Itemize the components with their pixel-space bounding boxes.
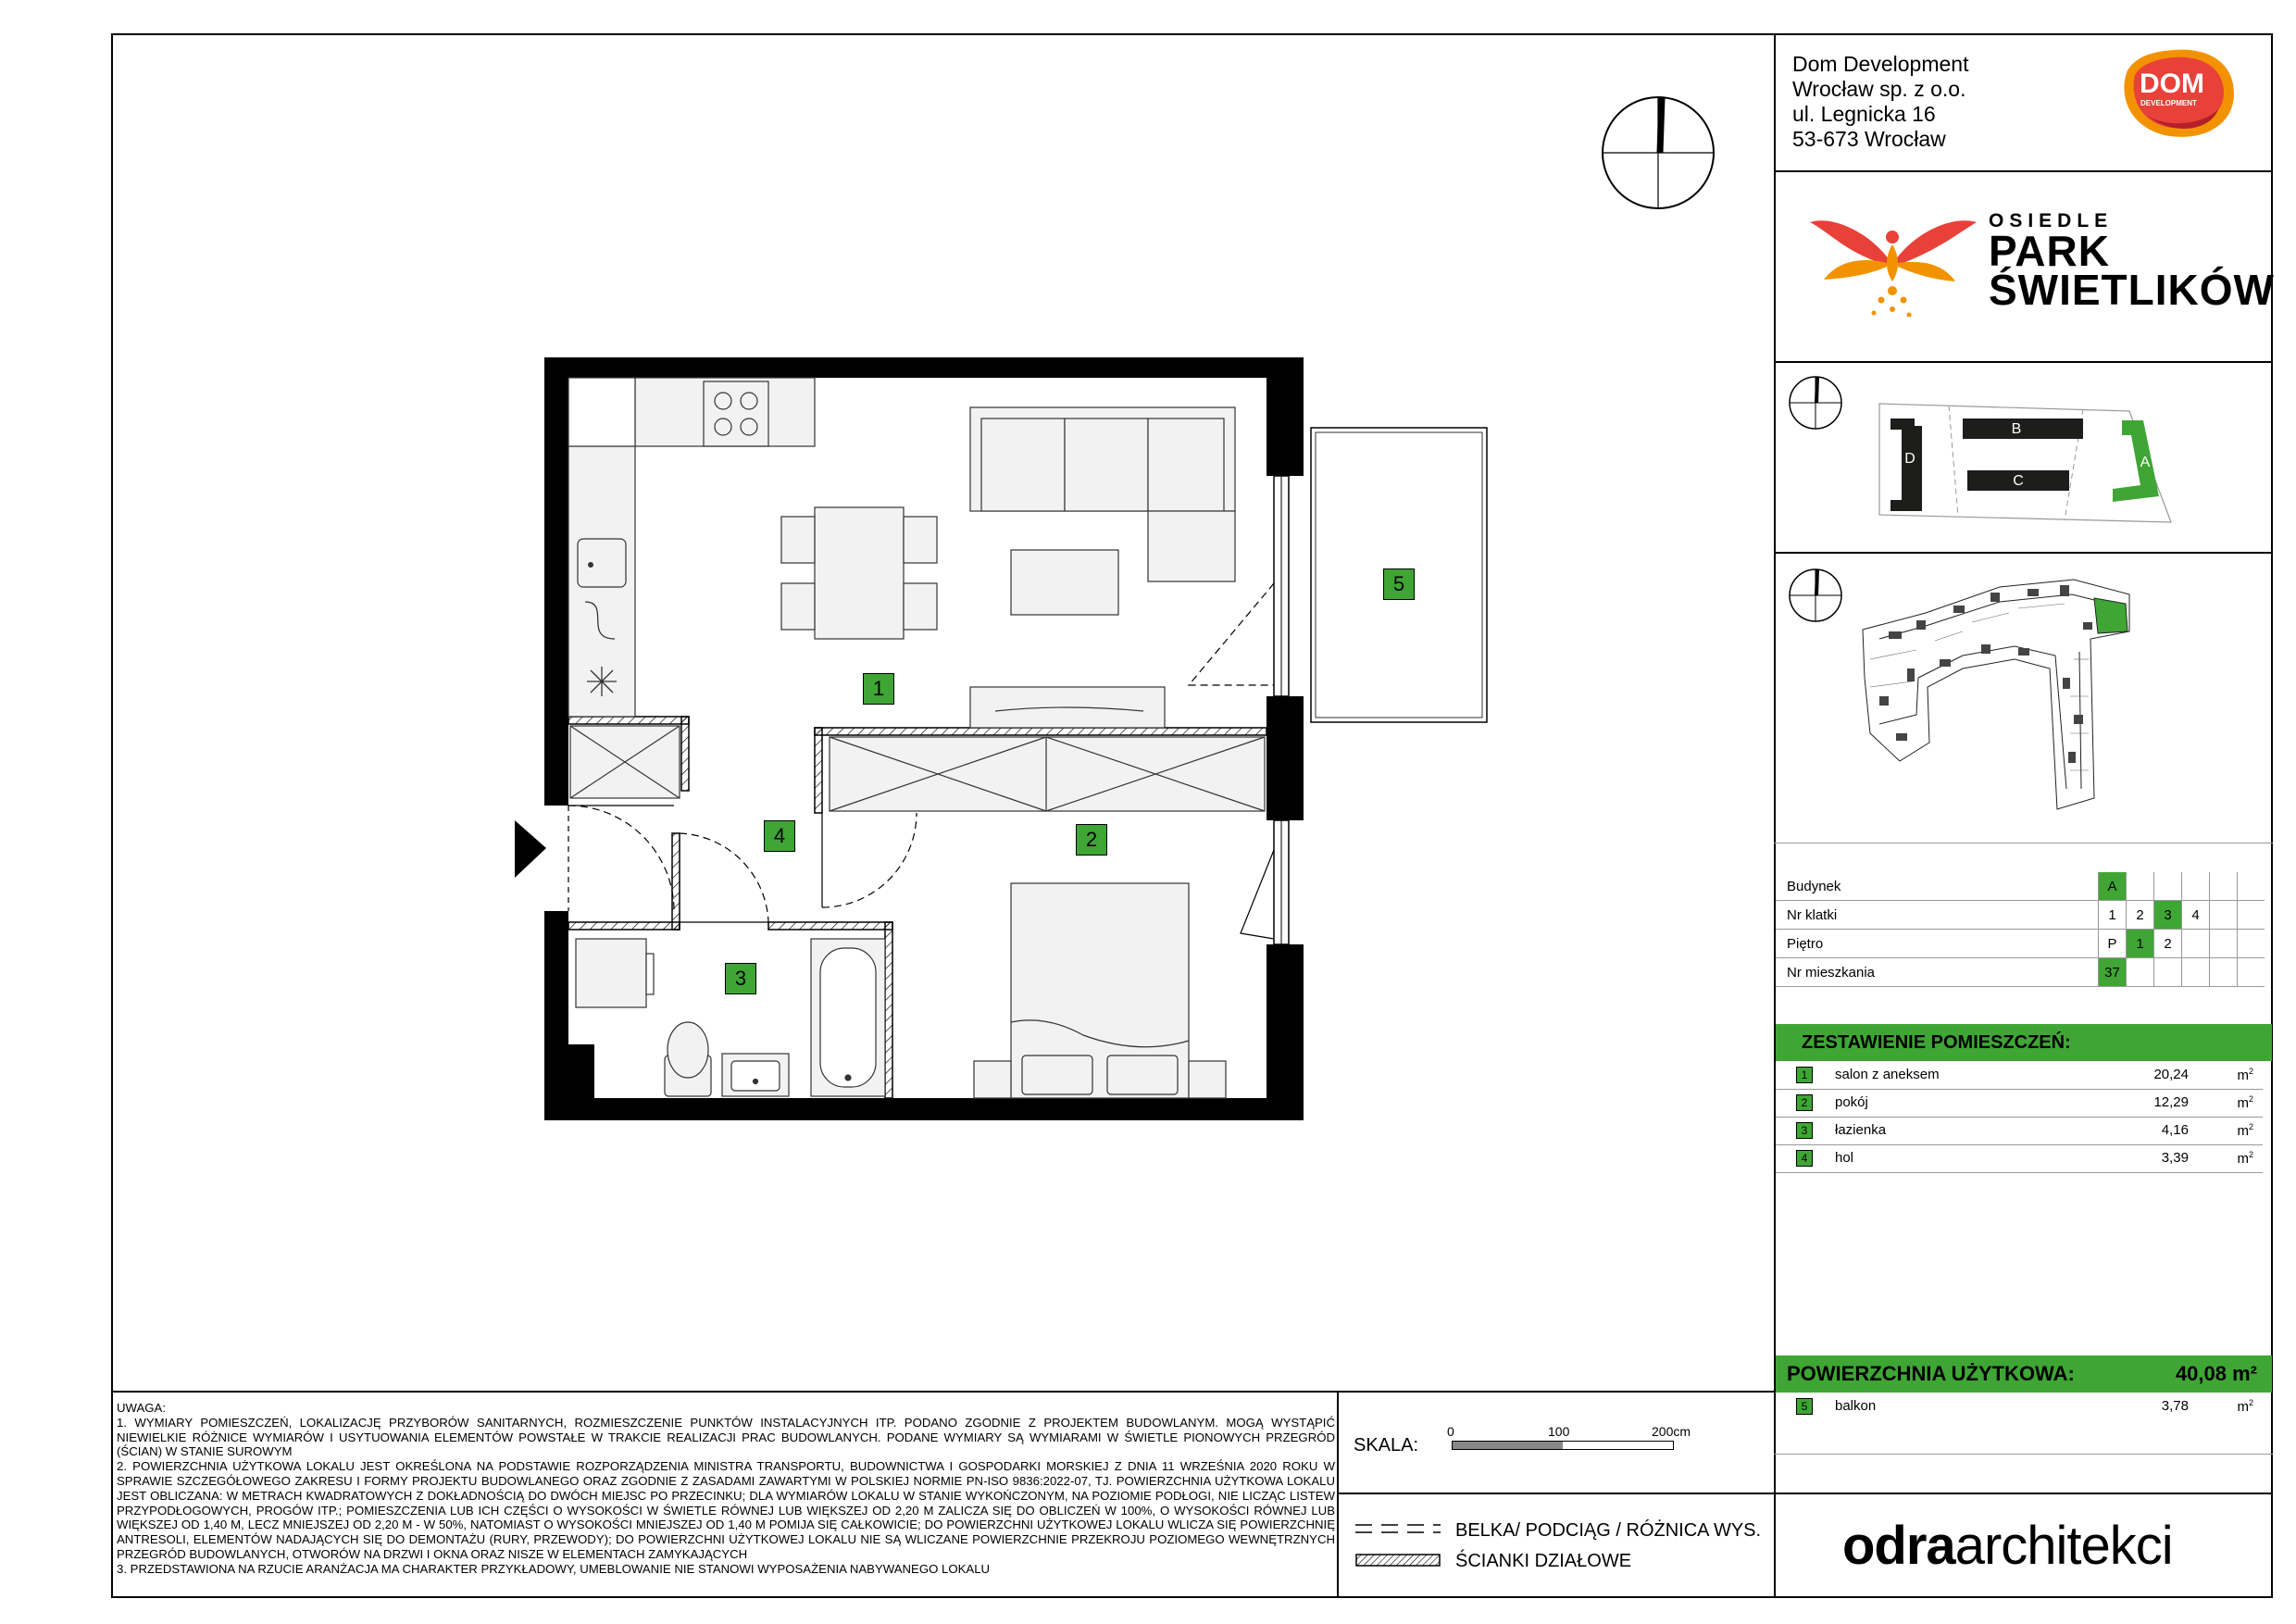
- info-row-stair: [1776, 901, 2265, 930]
- dining-set: [781, 507, 937, 639]
- notes-scale-divider: [1337, 1391, 1339, 1598]
- estate-name-line2: ŚWIETLIKÓW: [1989, 266, 2275, 314]
- total-area-label: POWIERZCHNIA UŻYTKOWA:: [1787, 1362, 2075, 1385]
- scale-bar: [1452, 1441, 1674, 1450]
- site-building-a: A: [2140, 455, 2151, 470]
- room-number: 4: [1796, 1150, 1813, 1167]
- floor-label: Piętro: [1776, 930, 2099, 958]
- balcony-row: [1776, 1393, 2263, 1420]
- scale-tick-100: 100: [1548, 1424, 1570, 1439]
- stair-option-2: 2: [2127, 901, 2154, 930]
- room-area: 12,29: [2153, 1094, 2189, 1110]
- apartment-number: 37: [2099, 958, 2127, 987]
- estate-name: [1989, 210, 2275, 314]
- company-address: [1792, 52, 1968, 152]
- stair-option-1: 1: [2099, 901, 2127, 930]
- north-arrow-icon: [1598, 93, 1718, 213]
- rooms-header: ZESTAWIENIE POMIESZCZEŃ:: [1776, 1024, 2272, 1061]
- site-building-b: B: [2011, 421, 2022, 437]
- plan-label-balcony: 5: [1383, 568, 1415, 600]
- notes: [117, 1401, 1335, 1577]
- notes-title: UWAGA:: [117, 1401, 166, 1415]
- floor-option-p: P: [2099, 930, 2127, 958]
- room-row: [1776, 1089, 2263, 1118]
- kitchen-counter: [568, 378, 815, 717]
- plan-label-hall: 4: [764, 820, 795, 852]
- balcony-unit: $m^2$: [2237, 1398, 2253, 1415]
- company-name: Dom Development: [1792, 52, 1969, 76]
- entrance-arrow-icon: [515, 820, 546, 878]
- estate-name-line1: PARK: [1989, 227, 2110, 275]
- room-area: 20,24: [2153, 1067, 2189, 1082]
- floor-plan: [500, 352, 1509, 1148]
- room-row: [1776, 1061, 2263, 1090]
- sidebar-sep-3: [1774, 552, 2273, 554]
- room-unit: $m^2$: [2237, 1122, 2253, 1139]
- apartment-label: Nr mieszkania: [1776, 958, 2099, 987]
- info-row-floor: [1776, 930, 2265, 958]
- company-city: 53-673 Wrocław: [1792, 127, 1946, 151]
- site-plan-map: [1870, 393, 2176, 531]
- coffee-table: [1011, 550, 1118, 615]
- architect-logo-light: architekci: [1954, 1516, 2173, 1576]
- bedroom-wardrobe: [830, 737, 1265, 811]
- dom-logo-text: DOM: [2140, 69, 2204, 99]
- site-compass-icon: [1787, 374, 1844, 431]
- dom-development-logo: [2109, 43, 2239, 144]
- room-row: [1776, 1144, 2263, 1173]
- partition-legend-icon: [1355, 1554, 1441, 1567]
- room-number: 1: [1796, 1067, 1813, 1083]
- building-option-a: A: [2099, 872, 2127, 901]
- site-building-d: D: [1904, 451, 1915, 467]
- hall-wardrobe: [570, 726, 680, 798]
- plan-label-bathroom: 3: [725, 963, 756, 994]
- estate-prefix: OSIEDLE: [1989, 210, 2114, 231]
- balcony-area: 3,78: [2161, 1398, 2189, 1414]
- stair-label: Nr klatki: [1776, 901, 2099, 930]
- balcony-number: 5: [1796, 1398, 1813, 1415]
- fridge-icon: [587, 667, 617, 696]
- architect-logo-bold: odra: [1842, 1516, 1955, 1576]
- firefly-logo: [1805, 206, 1981, 326]
- room-name: hol: [1835, 1150, 1854, 1166]
- room-number: 2: [1796, 1094, 1813, 1111]
- floor-option-2: 2: [2154, 930, 2182, 958]
- scale-label: SKALA:: [1354, 1435, 1419, 1455]
- sidebar-sep-1: [1774, 170, 2273, 172]
- floor-compass-icon: [1787, 567, 1844, 624]
- dom-logo-subtext: DEVELOPMENT: [2140, 99, 2197, 107]
- architect-logo: [1842, 1515, 2173, 1577]
- plan-label-living-room: 1: [863, 673, 894, 705]
- room-unit: $m^2$: [2237, 1094, 2253, 1111]
- beam-legend-icon: [1355, 1522, 1441, 1535]
- room-number: 3: [1796, 1122, 1813, 1139]
- notes-divider: [111, 1391, 1776, 1393]
- stair-option-3: 3: [2154, 901, 2182, 930]
- room-name: pokój: [1835, 1094, 1868, 1110]
- company-name-2: Wrocław sp. z o.o.: [1792, 77, 1966, 101]
- total-area-bar: [1776, 1355, 2272, 1393]
- note-item: 1. WYMIARY POMIESZCZEŃ, LOKALIZACJĘ PRZYBORÓW SANITARNYCH, ROZMIESZCZENIE PUNKTÓW INSTALACYJNYCH ITP. PODANO ZGODNIE Z PROJEKTEM BUDOWLANYM. MOGĄ WYSTĄPIĆ NIEWIELKIE RÓŻNICE WYMIARÓW I USYTUOWANIA ELEMENTÓW POWSTAŁE W TRAKCIE REALIZACJI PRAC BUDOWLANYCH. PODANE WYMIARY SĄ WYMIARAMI W ŚWIETLE PIONOWYCH PRZEGRÓD (ŚCIAN) W STANIE SUROWYM: [117, 1415, 1335, 1459]
- partition-legend-text: ŚCIANKI DZIAŁOWE: [1455, 1551, 1632, 1571]
- scale-tick-0: 0: [1447, 1424, 1454, 1439]
- beam-legend-text: BELKA/ PODCIĄG / RÓŻNICA WYS.: [1455, 1520, 1762, 1541]
- building-label: Budynek: [1776, 872, 2099, 901]
- balcony-name: balkon: [1835, 1398, 1877, 1414]
- room-name: łazienka: [1835, 1122, 1887, 1138]
- scale-legend-divider: [1337, 1493, 1776, 1494]
- total-area-value: 40,08 m²: [2175, 1362, 2257, 1385]
- room-area: 3,39: [2161, 1150, 2189, 1166]
- note-item: 3. PRZEDSTAWIONA NA RZUCIE ARANŻACJA MA CHARAKTER PRZYKŁADOWY, UMEBLOWANIE NIE STANOWI WYPOSAŻENIA NABYWANEGO LOKALU: [117, 1561, 991, 1576]
- bathroom-door: [680, 833, 768, 922]
- room-name: salon z aneksem: [1835, 1067, 1940, 1082]
- sidebar-sep-6: [1774, 1493, 2273, 1494]
- apartment-info-table: [1776, 872, 2265, 987]
- info-row-building: [1776, 872, 2265, 901]
- sidebar-sep-2: [1774, 361, 2273, 363]
- sidebar-sep-5: [1774, 1454, 2273, 1455]
- floor-option-1: 1: [2127, 930, 2154, 958]
- room-unit: $m^2$: [2237, 1150, 2253, 1167]
- note-item: 2. POWIERZCHNIA UŻYTKOWA LOKALU JEST OKREŚLONA NA PODSTAWIE ROZPORZĄDZENIA MINISTRA TRANSPORTU, BUDOWNICTWA I GOSPODARKI MORSKIEJ Z DNIA 11 WRZEŚNIA 2020 ROKU W SPRAWIE SZCZEGÓŁOWEGO ZAKRESU I FORMY PROJEKTU BUDOWLANEGO ORAZ ZGODNIE Z ZASADAMI ZAWARTYMI W POLSKIEJ NORMIE PN-ISO 9836:2022-07, TJ. POWIERZCHNIA UŻYTKOWA LOKALU JEST OBLICZANA: W METRACH KWADRATOWYCH Z DOKŁADNOŚCIĄ DO DWÓCH MIEJSC PO PRZECINKU; DLA WYMIARÓW LOKALU W STANIE WYKOŃCZONYM, NA POZIOMIE PODŁOGI, NIE LICZĄC LISTEW PRZYPODŁOGOWYCH, PROGÓW ITP.; POMIESZCZENIA LUB ICH CZĘŚCI O WYSOKOŚCI W ŚWIETLE RÓWNEJ LUB WIĘKSZEJ OD 2,20 M ZALICZA SIĘ DO OBLICZEŃ W 100%, O WYSOKOŚCI RÓWNEJ LUB WIĘKSZEJ OD 1,40 M, LECZ MNIEJSZEJ OD 2,20 M - W 50%, NATOMIAST O WYSOKOŚCI MNIEJSZEJ OD 1,40 M POMIJA SIĘ CAŁKOWICIE; DO POWIERZCHNI UŻYTKOWEJ LOKALU WLICZA SIĘ POWIERZCHNIĘ ANTRESOLI, ELEMENTÓW NADAJĄCYCH SIĘ DO DEMONTAŻU (RURY, PRZEWODY); DO POWIERZCHNI UŻYTKOWEJ LOKALU NIE SĄ WLICZANE POWIERZCHNIE PRZEKROJU POZIOMEGO WEWNĘTRZNYCH PRZEGRÓD BUDOWLANYCH, OTWORÓW NA DRZWI I OKNA ORAZ NISZE W ELEMENTACH ZAMYKAJĄCYCH: [117, 1459, 1335, 1561]
- company-street: ul. Legnicka 16: [1792, 102, 1936, 126]
- plan-label-bedroom: 2: [1076, 824, 1107, 856]
- room-area: 4,16: [2161, 1122, 2189, 1138]
- bed: [974, 883, 1226, 1098]
- room-unit: $m^2$: [2237, 1067, 2253, 1083]
- info-row-apartment: [1776, 958, 2265, 987]
- floor-key-plan: [1852, 567, 2185, 826]
- scale-tick-200: 200cm: [1652, 1424, 1691, 1439]
- site-building-c: C: [2013, 473, 2024, 489]
- room-row: [1776, 1117, 2263, 1145]
- stair-option-4: 4: [2182, 901, 2210, 930]
